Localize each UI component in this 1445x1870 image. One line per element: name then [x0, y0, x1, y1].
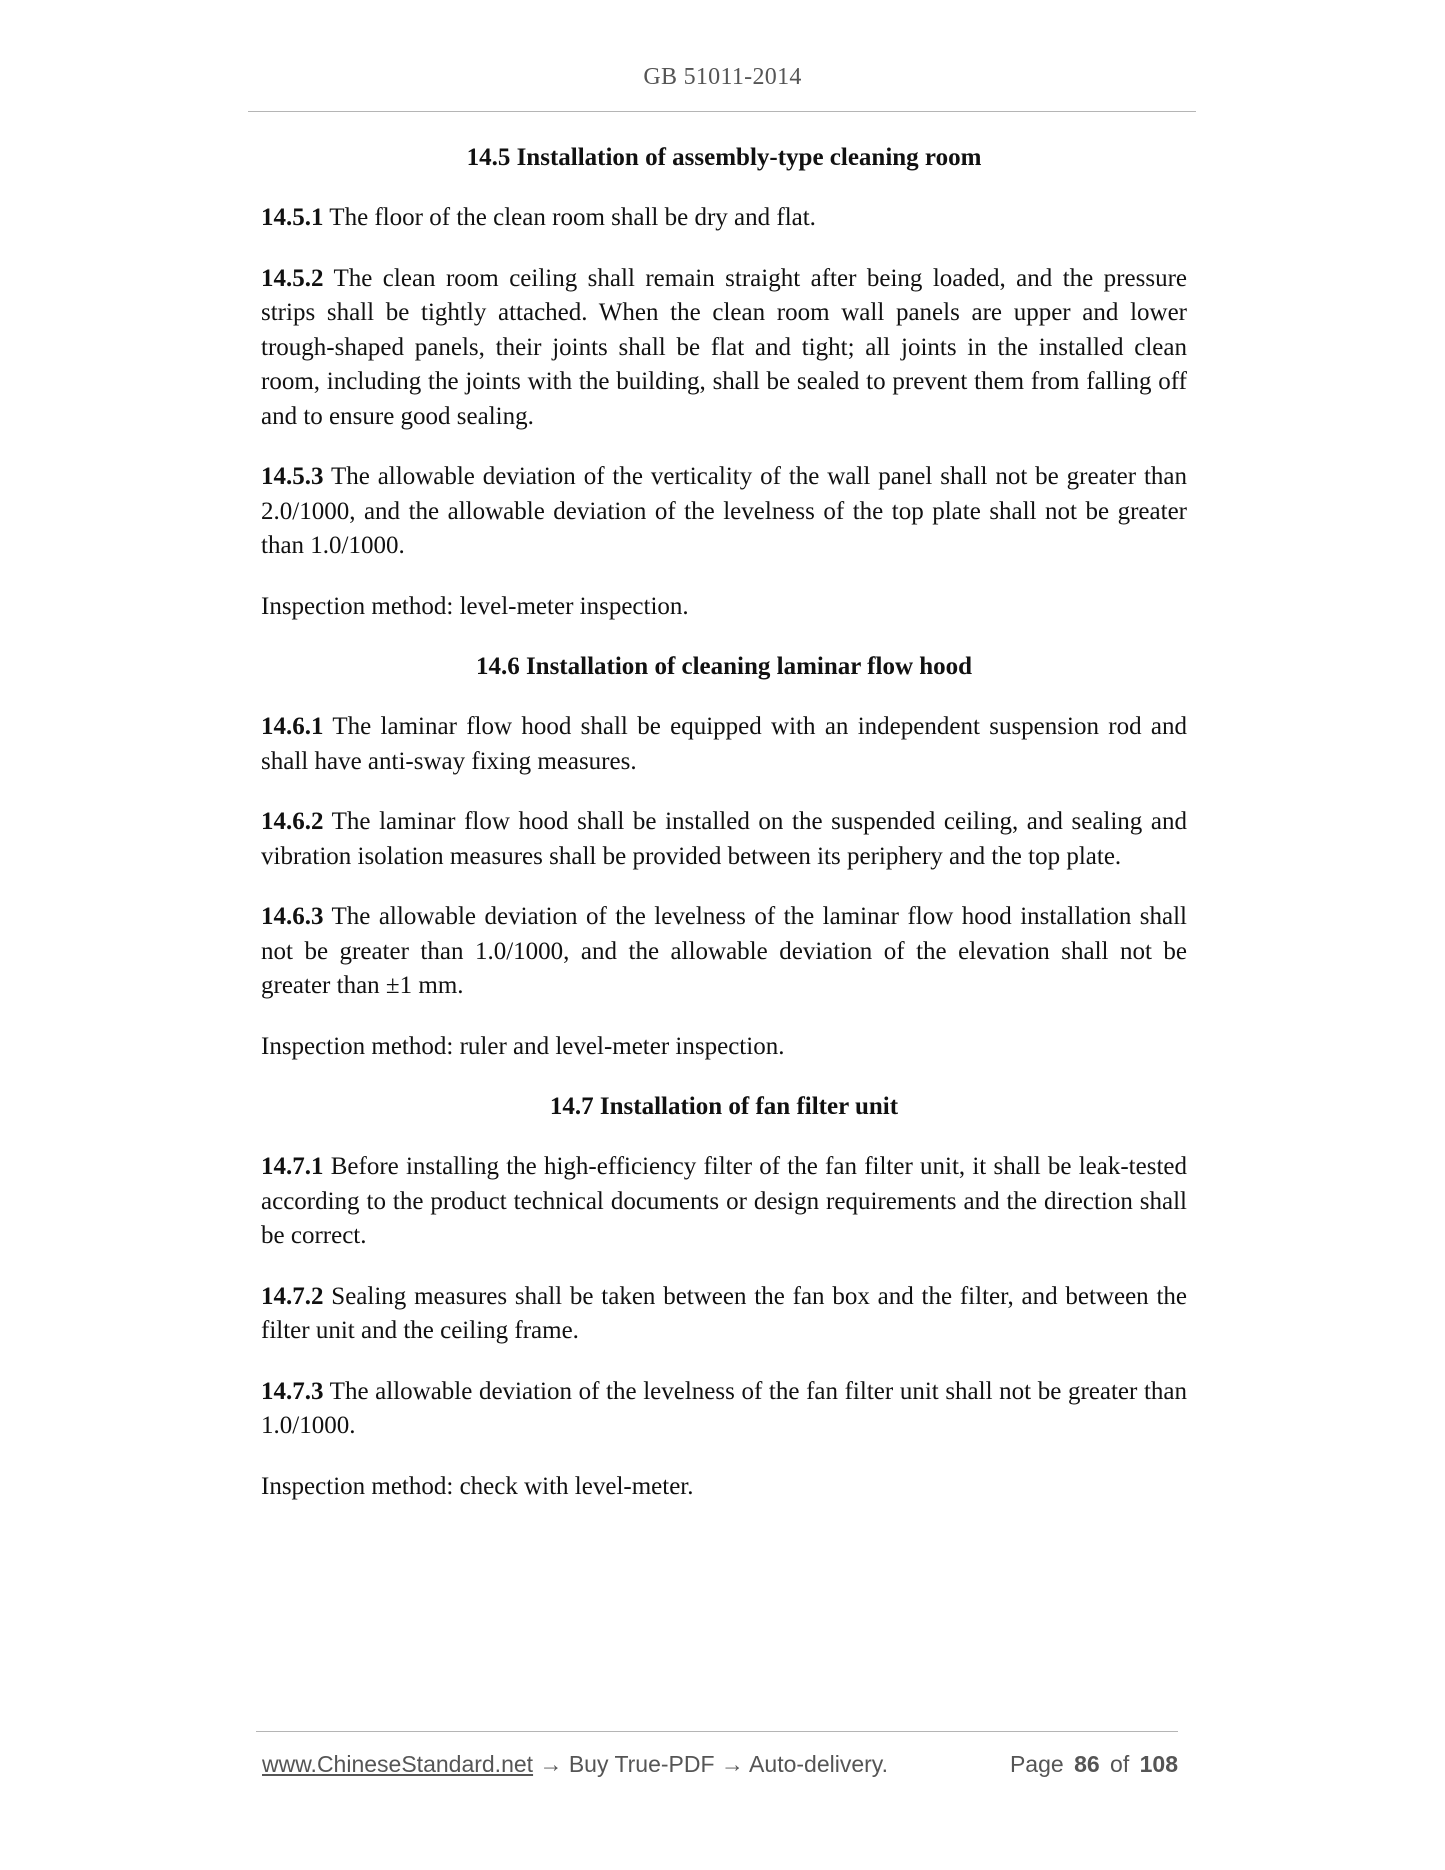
clause-14-7-1 — [261, 1150, 1187, 1254]
footer-promo — [262, 1751, 888, 1778]
clause-text: The allowable deviation of the verticality of the wall panel shall not be greater than 2.0/1000, and the allowable deviation of the levelness of the top plate shall not be greater than 1.0/1000. — [261, 463, 1187, 559]
clause-text: The clean room ceiling shall remain straight after being loaded, and the pressure strips shall be tightly attached. When the clean room wall panels are upper and lower trough-shaped panels, their joints shall be flat and tight; all joints in the installed clean room, including the joints with the building, shall be sealed to prevent them from falling off and to ensure good sealing. — [261, 264, 1187, 430]
footer-divider — [256, 1731, 1178, 1732]
document-code-header: GB 51011-2014 — [643, 64, 802, 90]
page-of-label: of — [1110, 1751, 1130, 1777]
page-indicator — [1006, 1751, 1178, 1778]
clause-number: 14.6.1 — [261, 713, 324, 740]
header-divider — [248, 111, 1196, 112]
clause-14-5-1 — [261, 201, 1187, 236]
page-current: 86 — [1074, 1751, 1100, 1777]
page-footer — [262, 1751, 1178, 1778]
clause-text: The allowable deviation of the levelness of the fan filter unit shall not be greater than 1.0/1000. — [261, 1377, 1187, 1439]
clause-number: 14.5.2 — [261, 264, 324, 292]
clause-number: 14.5.3 — [261, 463, 324, 490]
clause-text: Sealing measures shall be taken between the fan box and the filter, and between the filter unit and the ceiling frame. — [261, 1282, 1187, 1344]
clause-number: 14.7.2 — [261, 1282, 324, 1310]
clause-number: 14.5.1 — [261, 204, 324, 231]
clause-text: The floor of the clean room shall be dry and flat. — [323, 204, 816, 231]
section-title-14-6: 14.6 Installation of cleaning laminar flow hood — [475, 653, 973, 680]
clause-14-5-3 — [261, 460, 1187, 564]
chinesestandard-link[interactable]: www.ChineseStandard.net — [262, 1751, 534, 1777]
clause-14-5-2 — [261, 262, 1187, 435]
clause-text: The allowable deviation of the levelness of the laminar flow hood installation shall not be greater than 1.0/1000, and the allowable deviation of the elevation shall not be greater than ±1 mm. — [261, 903, 1187, 999]
section-title-14-5: 14.5 Installation of assembly-type cleaning room — [466, 144, 982, 171]
clause-14-6-3 — [261, 900, 1187, 1004]
inspection-method-14-5: Inspection method: level-meter inspection. — [261, 592, 689, 620]
section-title-14-7: 14.7 Installation of fan filter unit — [549, 1093, 899, 1120]
inspection-method-14-7: Inspection method: check with level-meter. — [261, 1472, 694, 1500]
clause-14-7-2 — [261, 1280, 1187, 1349]
clause-14-6-2 — [261, 805, 1187, 874]
clause-text: Before installing the high-efficiency filter of the fan filter unit, it shall be leak-tested according to the product technical documents or design requirements and the direction shall be correct. — [261, 1153, 1187, 1249]
footer-promo-text: → Buy True-PDF → Auto-delivery. — [533, 1751, 888, 1777]
clause-14-6-1 — [261, 710, 1187, 779]
document-body — [261, 141, 1187, 1530]
clause-number: 14.6.2 — [261, 808, 324, 835]
clause-14-7-3 — [261, 1375, 1187, 1444]
page-label: Page — [1009, 1751, 1064, 1777]
clause-number: 14.6.3 — [261, 903, 324, 930]
page-total: 108 — [1139, 1751, 1178, 1777]
clause-number: 14.7.1 — [261, 1153, 324, 1180]
clause-number: 14.7.3 — [261, 1377, 324, 1405]
inspection-method-14-6: Inspection method: ruler and level-meter inspection. — [261, 1032, 785, 1060]
clause-text: The laminar flow hood shall be installed on the suspended ceiling, and sealing and vibration isolation measures shall be provided between its periphery and the top plate. — [261, 808, 1187, 870]
clause-text: The laminar flow hood shall be equipped with an independent suspension rod and shall have anti-sway fixing measures. — [261, 713, 1187, 775]
